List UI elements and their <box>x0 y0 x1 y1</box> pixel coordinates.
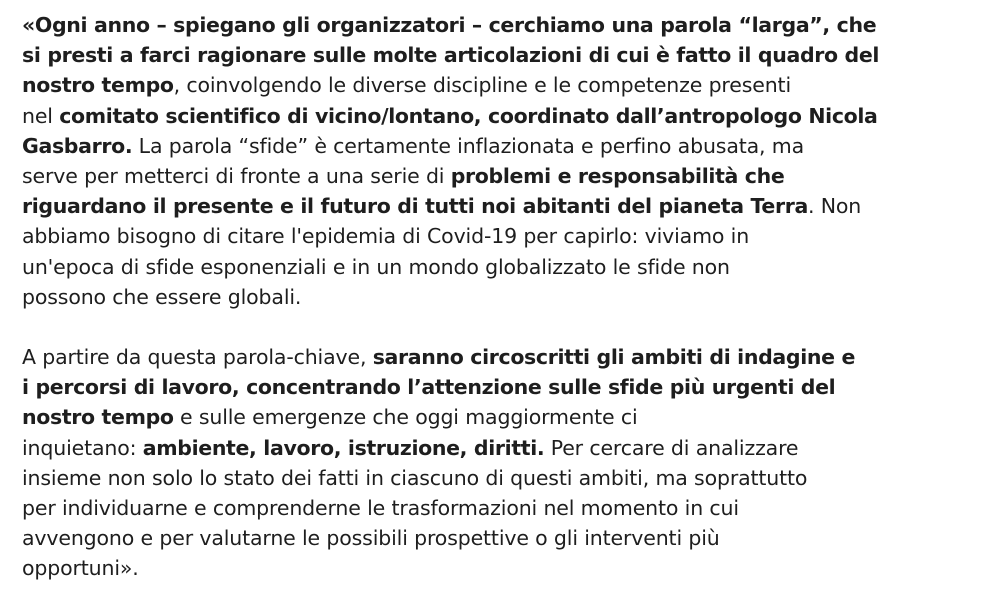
body-text: A partire da questa parola-chiave, <box>22 345 373 370</box>
bold-text: nostro tempo <box>22 405 174 430</box>
bold-text: i percorsi di lavoro, concentrando l’attenzione sulle sfide più urgenti del <box>22 375 836 400</box>
bold-text: nostro tempo <box>22 73 174 98</box>
body-text: serve per metterci di fronte a una serie di <box>22 164 451 189</box>
text-line <box>22 131 987 161</box>
bold-text: si presti a farci ragionare sulle molte articolazioni di cui è fatto il quadro del <box>22 43 880 68</box>
body-text: nel <box>22 103 60 128</box>
body-text: opportuni». <box>22 556 139 581</box>
body-text: avvengono e per valutarne le possibili prospettive o gli interventi più <box>22 526 720 551</box>
text-line <box>22 161 987 191</box>
bold-text: saranno circoscritti gli ambiti di indagine e <box>372 345 856 370</box>
text-line <box>22 433 987 463</box>
body-text: Per cercare di analizzare <box>544 435 799 460</box>
body-text: , coinvolgendo le diverse discipline e le competenze presenti <box>173 73 791 98</box>
body-text: La parola “sfide” è certamente inflazionata e perfino abusata, ma <box>132 133 805 158</box>
text-line <box>22 252 987 282</box>
bold-text: problemi e responsabilità che <box>450 164 785 189</box>
text-line <box>22 191 987 221</box>
article-text <box>22 10 987 584</box>
text-line <box>22 10 987 40</box>
text-line <box>22 40 987 70</box>
text-line <box>22 402 987 432</box>
body-text: insieme non solo lo stato dei fatti in ciascuno di questi ambiti, ma soprattutto <box>22 465 808 490</box>
paragraph <box>22 10 987 312</box>
body-text: possono che essere globali. <box>22 284 302 309</box>
text-line <box>22 553 987 583</box>
text-line <box>22 282 987 312</box>
text-line <box>22 493 987 523</box>
body-text: e sulle emergenze che oggi maggiormente ci <box>173 405 638 430</box>
bold-text: riguardano il presente e il futuro di tutti noi abitanti del pianeta Terra <box>22 194 808 219</box>
body-text: abbiamo bisogno di citare l'epidemia di Covid-19 per capirlo: viviamo in <box>22 224 750 249</box>
text-line <box>22 372 987 402</box>
text-line <box>22 523 987 553</box>
body-text: . Non <box>807 194 862 219</box>
paragraph <box>22 342 987 584</box>
bold-text: ambiente, lavoro, istruzione, diritti. <box>142 435 545 460</box>
body-text: inquietano: <box>22 435 143 460</box>
body-text: per individuarne e comprenderne le trasformazioni nel momento in cui <box>22 496 739 521</box>
body-text: un'epoca di sfide esponenziali e in un mondo globalizzato le sfide non <box>22 254 730 279</box>
bold-text: «Ogni anno – spiegano gli organizzatori – cerchiamo una parola “larga”, che <box>22 13 877 37</box>
bold-text: comitato scientifico di vicino/lontano, coordinato dall’antropologo Nicola <box>59 103 878 128</box>
text-line <box>22 70 987 100</box>
text-line <box>22 463 987 493</box>
text-line <box>22 221 987 251</box>
bold-text: Gasbarro. <box>22 133 133 158</box>
text-line <box>22 342 987 372</box>
text-line <box>22 101 987 131</box>
